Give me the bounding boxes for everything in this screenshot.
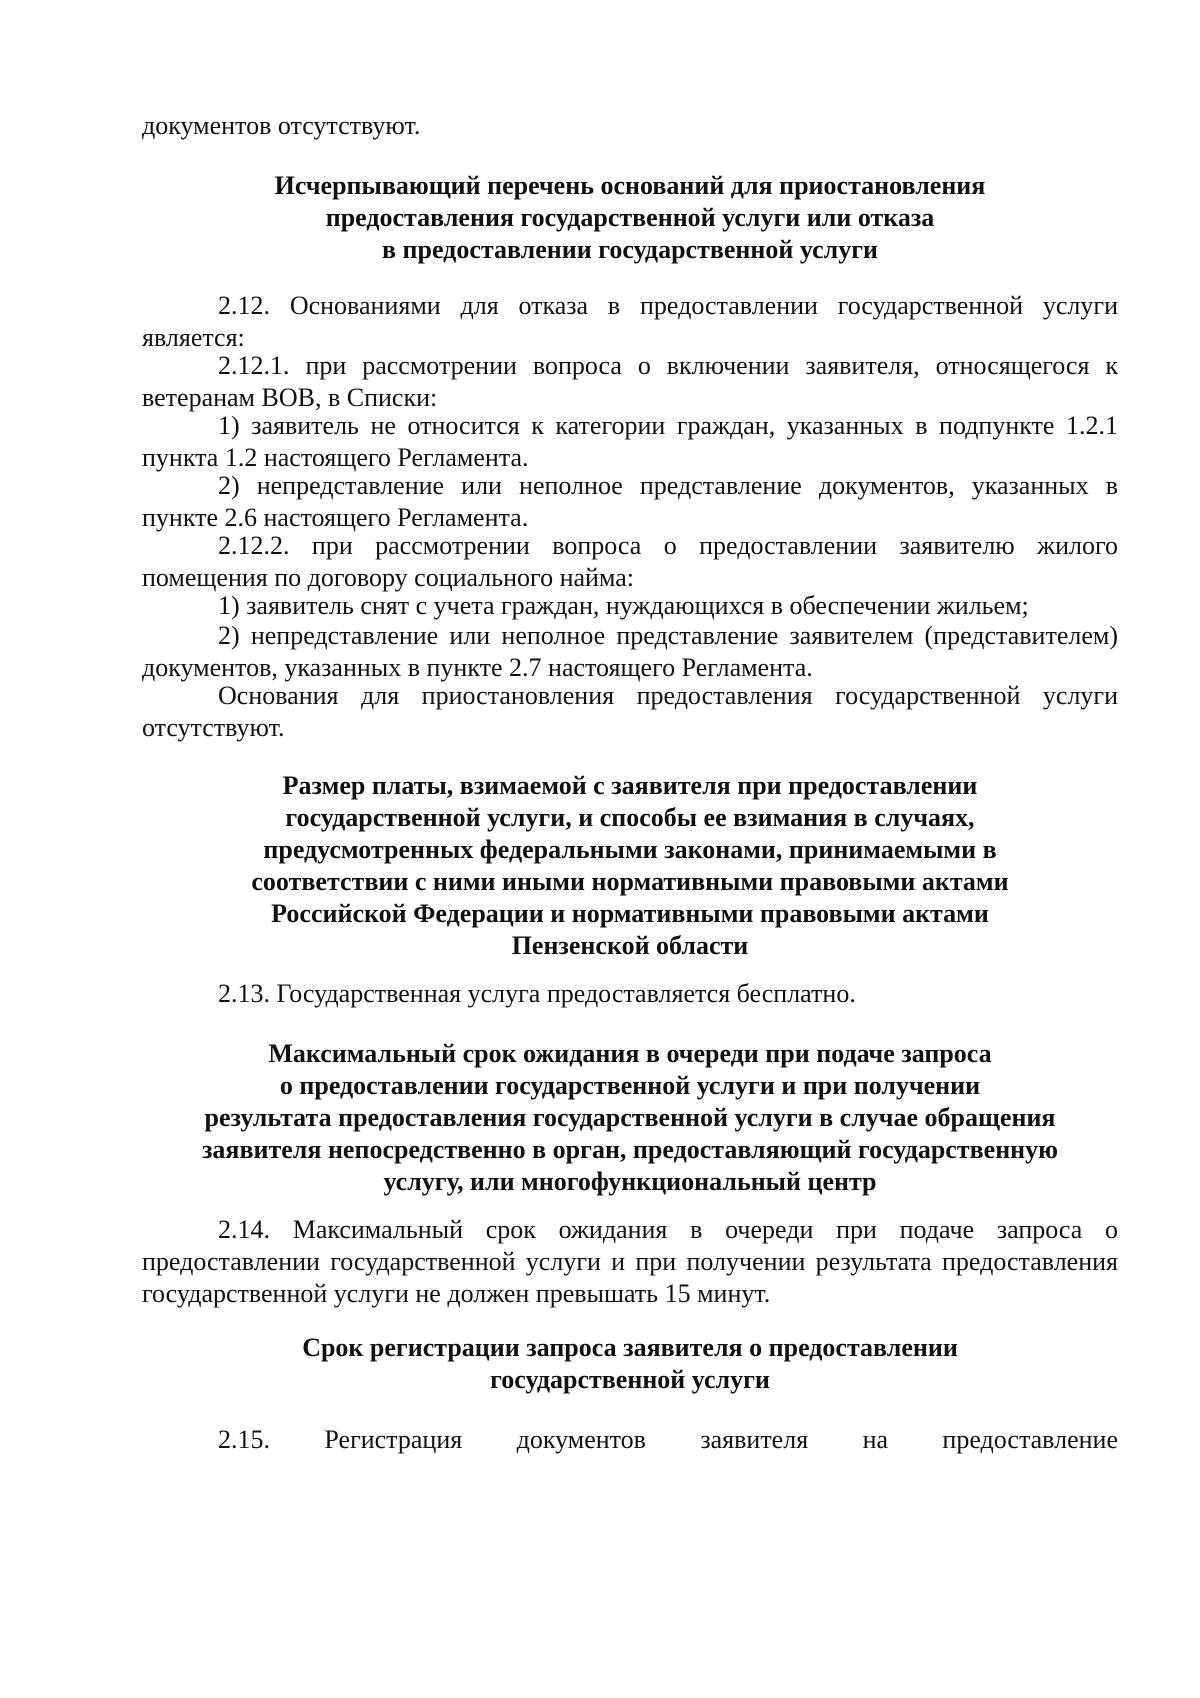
section-heading-grounds-refusal [142,170,1118,266]
paragraph-2-12-1-item-1: 1) заявитель не относится к категории граждан, указанных в подпункте 1.2.1 пункта 1.2 настоящего Регламента. [142,411,1118,472]
heading-line: Российской Федерации и нормативными правовыми актами [271,899,989,928]
section-heading-queue-time [142,1038,1118,1198]
heading-line: Максимальный срок ожидания в очереди при подаче запроса [268,1039,992,1068]
heading-line: Срок регистрации запроса заявителя о предоставлении [302,1333,958,1362]
paragraph-2-12-2-item-2: 2) непредставление или неполное представление заявителем (представителем) документов, указанных в пункте 2.7 настоящего Регламента. [142,621,1118,682]
heading-line: о предоставлении государственной услуги и при получении [279,1071,981,1100]
heading-line: Пензенской области [511,931,749,960]
paragraph-continuation: документов отсутствуют. [142,111,421,140]
paragraph-2-14: 2.14. Максимальный срок ожидания в очереди при подаче запроса о предоставлении государственной услуги и при получении результата предоставления государственной услуги не должен превышать 15 минут. [142,1215,1118,1308]
heading-line: государственной услуги [490,1365,770,1394]
heading-line: предусмотренных федеральными законами, принимаемыми в [263,835,997,864]
heading-line: услугу, или многофункциональный центр [383,1167,877,1196]
paragraph-2-15: 2.15. Регистрация документов заявителя на предоставление [218,1425,1118,1454]
heading-line: Размер платы, взимаемой с заявителя при предоставлении [282,771,978,800]
paragraph-2-12-2-item-1: 1) заявитель снят с учета граждан, нуждающихся в обеспечении жильем; [218,591,1029,620]
heading-line: предоставления государственной услуги или отказа [325,203,935,232]
paragraph-2-12: 2.12. Основаниями для отказа в предоставлении государственной услуги является: [142,291,1118,352]
heading-line: Исчерпывающий перечень оснований для приостановления [274,171,986,200]
paragraph-2-12-1-item-2: 2) непредставление или неполное представление документов, указанных в пункте 2.6 настоящего Регламента. [142,471,1118,532]
heading-line: результата предоставления государственной услуги в случае обращения [204,1103,1056,1132]
paragraph-2-13: 2.13. Государственная услуга предоставляется бесплатно. [218,979,856,1008]
paragraph-2-12-1: 2.12.1. при рассмотрении вопроса о включении заявителя, относящегося к ветеранам ВОВ, в Списки: [142,351,1118,412]
paragraph-2-12-2: 2.12.2. при рассмотрении вопроса о предоставлении заявителю жилого помещения по договору социального найма: [142,531,1118,592]
heading-line: соответствии с ними иными нормативными правовыми актами [251,867,1009,896]
heading-line: заявителя непосредственно в орган, предоставляющий государственную [201,1135,1059,1164]
heading-line: государственной услуги, и способы ее взимания в случаях, [285,803,975,832]
section-heading-registration [142,1332,1118,1396]
section-heading-fee [142,770,1118,962]
heading-line: в предоставлении государственной услуги [381,235,878,264]
paragraph-suspension: Основания для приостановления предоставления государственной услуги отсутствуют. [142,681,1118,742]
